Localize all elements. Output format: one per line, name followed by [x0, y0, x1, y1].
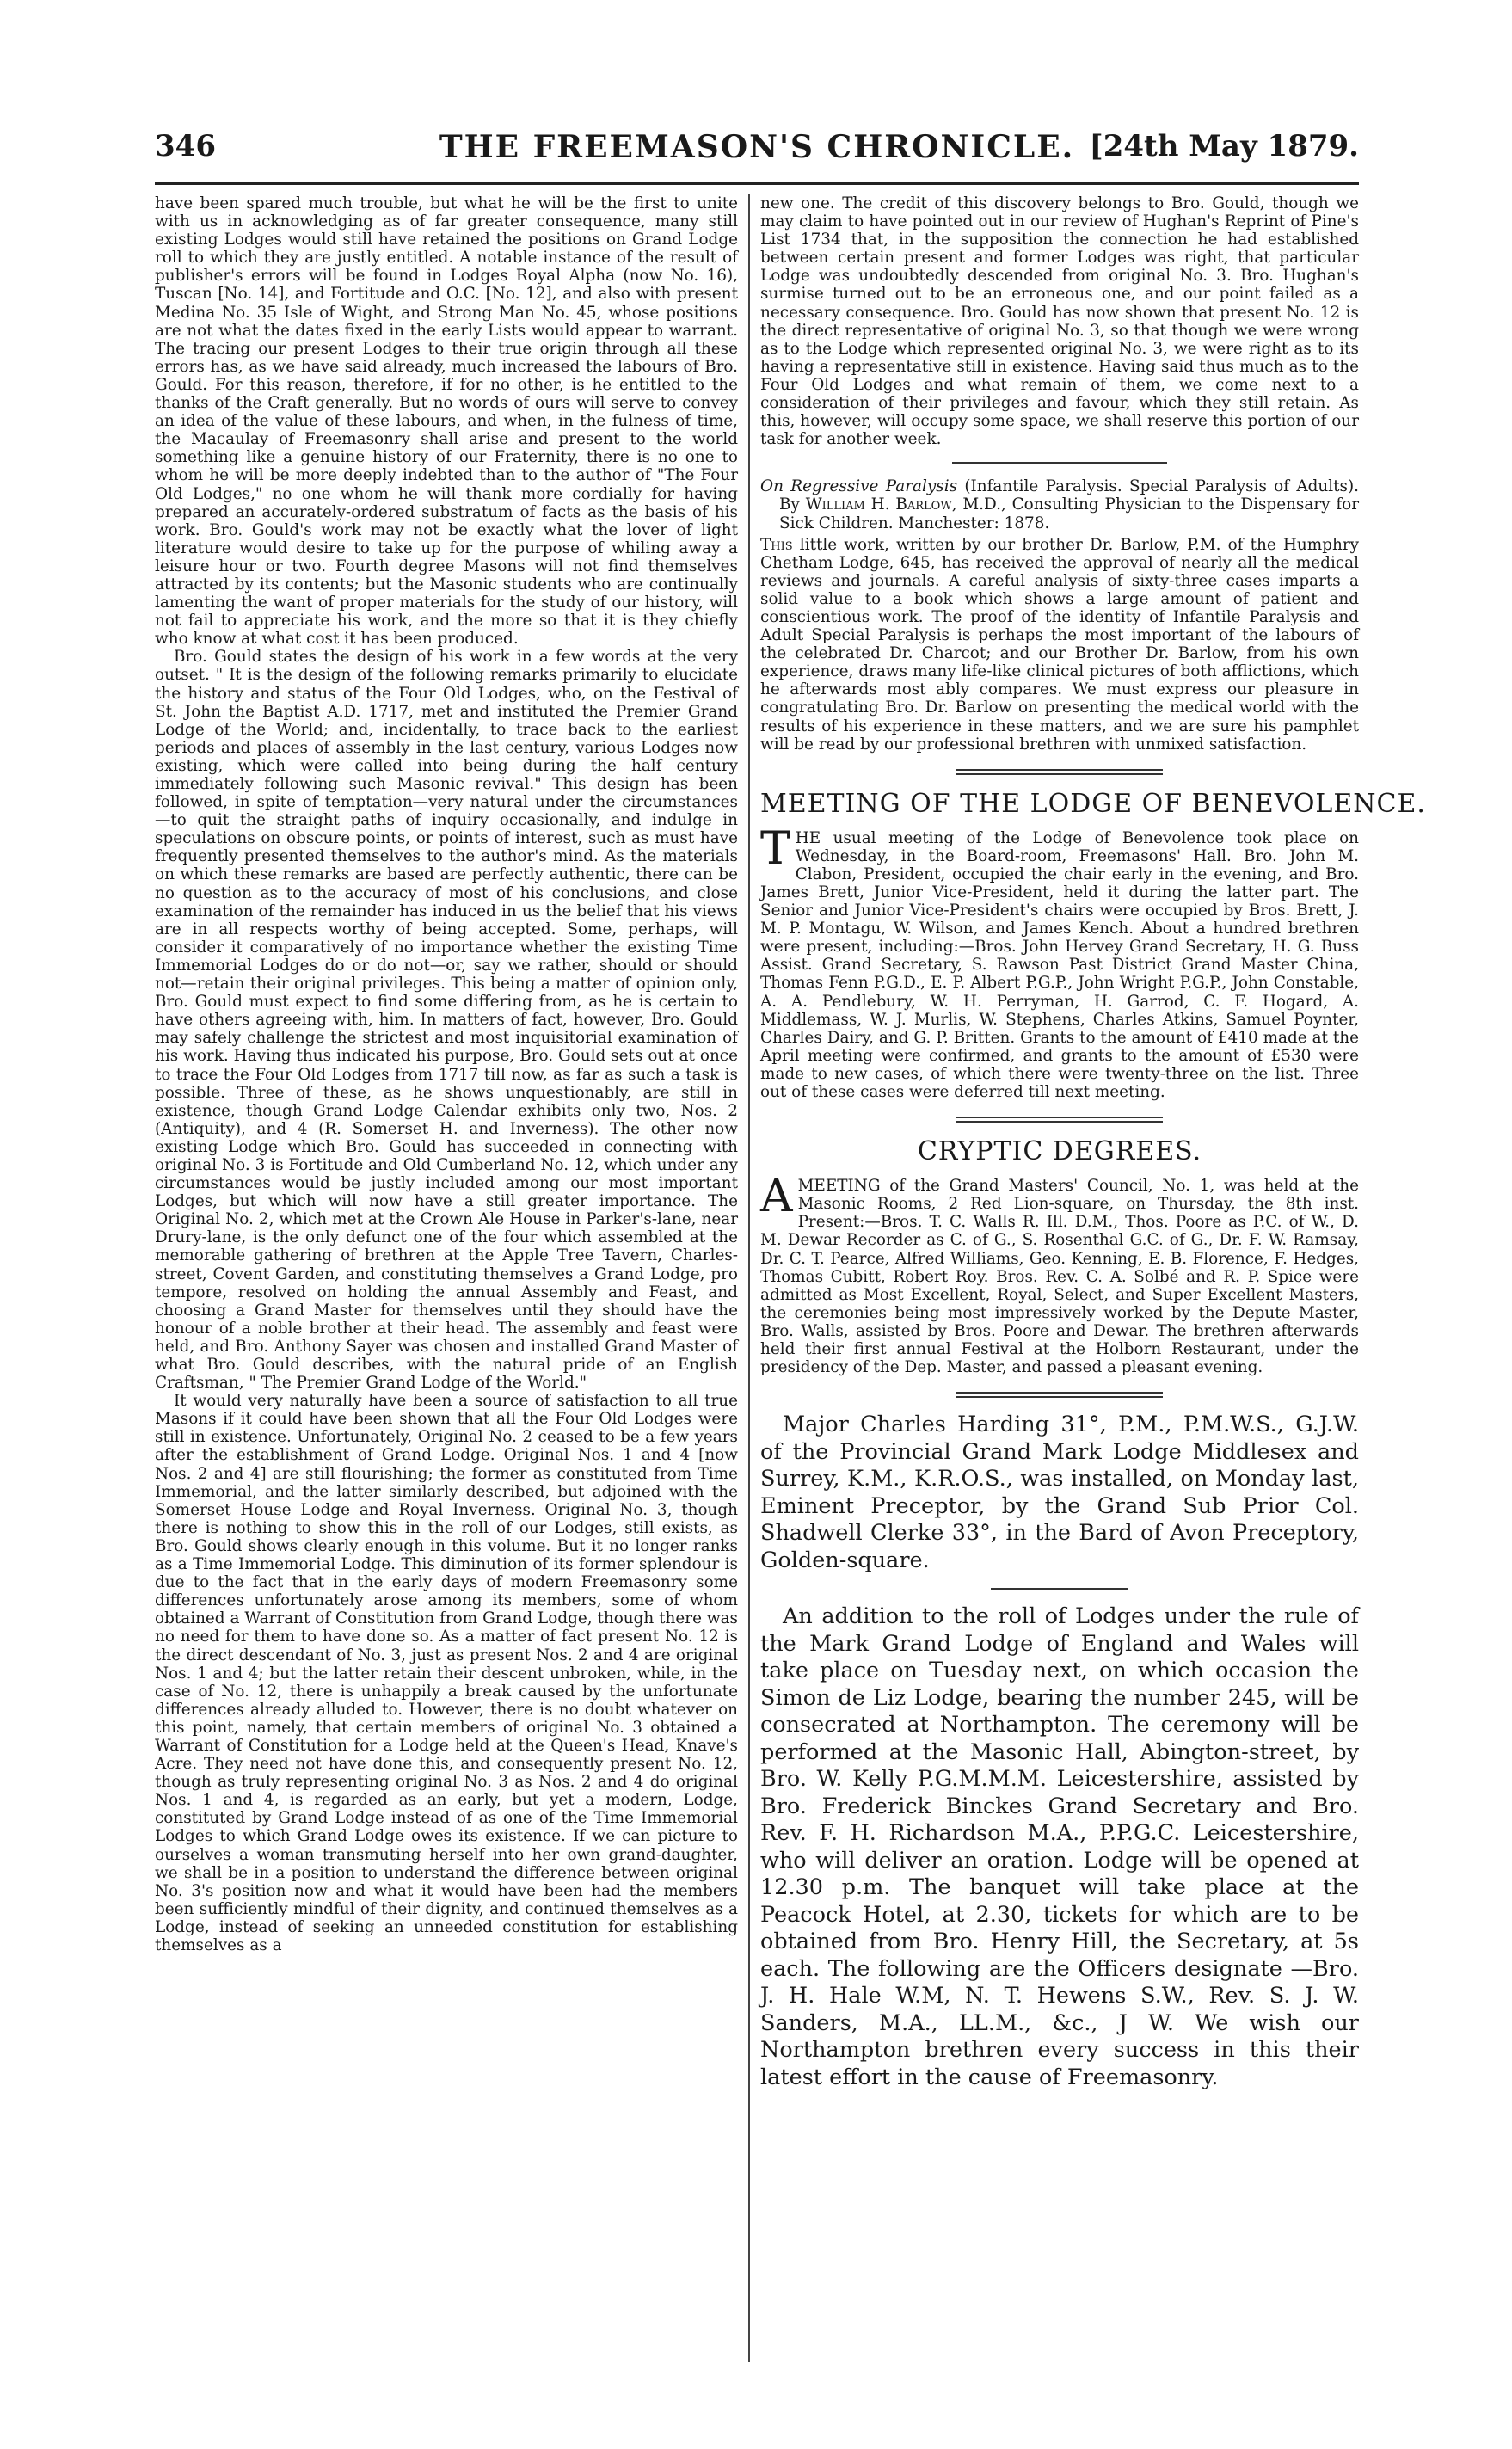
left-column — [155, 194, 738, 1954]
benevolence-heading: MEETING OF THE LODGE OF BENEVOLENCE. — [760, 788, 1426, 819]
book-review-heading — [760, 477, 1359, 532]
book-author: William H. Barlow — [805, 495, 952, 514]
notice-paragraph: Major Charles Harding 31°, P.M., P.M.W.S., G.J.W. of the Provincial Grand Mark Lodge Middlesex and Surrey, K.M., K.R.O.S., was installed, on Monday last, Eminent Preceptor, by the Grand Sub Prior Col. Shadwell Clerke 33°, in the Bard of Avon Preceptory, Golden-square. — [760, 1412, 1359, 1573]
section-double-rule — [956, 1392, 1163, 1398]
publication-title: THE FREEMASON'S CHRONICLE. — [439, 129, 1075, 165]
cryptic-report — [760, 1171, 1359, 1377]
column-divider — [748, 194, 750, 2362]
benevolence-report — [760, 822, 1359, 1102]
review-opening-word: This — [760, 535, 793, 554]
cryptic-text: MEETING of the Grand Masters' Council, No. 1, was held at the Masonic Rooms, 2 Red Lion-square, on Thursday, the 8th inst. Present:—Bros. T. C. Walls R. Ill. D.M., Thos. Poore as P.C. of W., D. M. Dewar Recorder as C. of G., S. Rosenthal G.C. of G., Dr. F. W. Ramsay, Dr. C. T. Pearce, Alfred Williams, Geo. Kenning, E. B. Florence, F. Hedges, Thomas Cubitt, Robert Roy. Bros. Rev. C. A. Solbé and R. P. Spice were admitted as Most Excellent, Royal, Select, and Super Excellent Masters, the ceremonies being most impressively worked by the Depute Master, Bro. Walls, assisted by Bros. Poore and Dewar. The brethren afterwards held their first annual Festival at the Holborn Restaurant, under the presidency of the Dep. Master, and passed a pleasant evening. — [760, 1177, 1359, 1377]
section-rule — [952, 462, 1167, 464]
issue-date: [24th May 1879. — [1089, 129, 1359, 163]
drop-cap: T — [760, 822, 790, 875]
article-paragraph: Bro. Gould states the design of his work in a few words at the very outset. " It is the design of the following remarks primarily to elucidate the history and status of the Four Old Lodges, who, on the Festival of St. John the Baptist A.D. 1717, met and instituted the Premier Grand Lodge of the World; and, incidentally, to trace back to the earliest periods and places of assembly in the last century, various Lodges now existing, which were called into being during the half century immediately following such Masonic revival." This design has been followed, in spite of temptation—very natural under the circumstances—to quit the straight paths of inquiry occasionally, and indulge in speculations on obscure points, or points of interest, such as must have frequently presented themselves to the author's mind. As the materials on which these remarks are based are perfectly authentic, there can be no question as to the accuracy of most of his conclusions, and close examination of the remainder has induced in us the belief that his views are in all respects worthy of being accepted. Some, perhaps, will consider it comparatively of no importance whether the existing Time Immemorial Lodges do or do not—or, say we rather, should or should not—retain their original privileges. This being a matter of opinion only, Bro. Gould must expect to find some differing from, as he is certain to have others agreeing with, him. In matters of fact, however, Bro. Gould may safely challenge the strictest and most inquisitorial examination of his work. Having thus indicated his purpose, Bro. Gould sets out at once to trace the Four Old Lodges from 1717 till now, as far as such a task is possible. Three of these, as he shows unquestionably, are still in existence, though Grand Lodge Calendar exhibits only two, Nos. 2 (Antiquity), and 4 (R. Somerset H. and Inverness). The other now existing Lodge which Bro. Gould has succeeded in connecting with original No. 3 is Fortitude and Old Cumberland No. 12, which under any circumstances would be justly included among our most important Lodges, but which will now have a still greater importance. The Original No. 2, which met at the Crown Ale House in Parker's-lane, near Drury-lane, is the only defunct one of the four which assembled at the memorable gathering of brethren at the Apple Tree Tavern, Charles-street, Covent Garden, and constituting themselves a Grand Lodge, pro tempore, resolved on holding the annual Assembly and Feast, and choosing a Grand Master for themselves until they should have the honour of a noble brother at their head. The assembly and feast were held, and Bro. Anthony Sayer was chosen and installed Grand Master of what Bro. Gould describes, with the natural pride of an English Craftsman, " The Premier Grand Lodge of the World." — [155, 648, 738, 1393]
article-paragraph: It would very naturally have been a source of satisfaction to all true Masons if it could have been shown that all the Four Old Lodges were still in existence. Unfortunately, Original No. 2 ceased to be a few years after the establishment of Grand Lodge. Original Nos. 1 and 4 [now Nos. 2 and 4] are still flourishing; the former as constituted from Time Immemorial, and the latter similarly described, but adjoined with the Somerset House Lodge and Royal Inverness. Original No. 3, though there is nothing to show this in the roll of our Lodges, still exists, as Bro. Gould shows clearly enough in this volume. But it no longer ranks as a Time Immemorial Lodge. This diminution of its former splendour is due to the fact that in the early days of modern Freemasonry some differences unfortunately arose among its members, some of whom obtained a Warrant of Constitution from Grand Lodge, though there was no need for them to have done so. As a matter of fact present No. 12 is the direct descendant of No. 3, just as present Nos. 2 and 4 are original Nos. 1 and 4; but the latter retain their descent unbroken, while, in the case of No. 12, there is unhappily a break caused by the unfortunate differences already alluded to. However, there is no doubt whatever on this point, namely, that certain members of original No. 3 obtained a Warrant of Constitution for a Lodge held at the Queen's Head, Knave's Acre. They need not have done this, and consequently present No. 12, though as truly representing original No. 3 as Nos. 2 and 4 do original Nos. 1 and 4, is regarded as an early, but yet a modern, Lodge, constituted by Grand Lodge instead of as one of the Time Immemorial Lodges to which Grand Lodge owes its existence. If we can picture to ourselves a woman transmuting herself into her own grand-daughter, we shall be in a position to understand the difference between original No. 3's position now and what it would have been had the members been sufficiently mindful of their dignity, and continued themselves as a Lodge, instead of seeking an unneeded constitution for establishing themselves as a — [155, 1392, 738, 1954]
page-number: 346 — [155, 129, 216, 163]
article-four-old-lodges — [155, 194, 738, 1954]
book-title: On Regressive Paralysis — [760, 477, 958, 496]
masthead — [155, 129, 1359, 174]
article-continuation: new one. The credit of this discovery belongs to Bro. Gould, though we may claim to have pointed out in our review of Hughan's Reprint of Pine's List 1734 that, in the supposition the connection he had established between certain present and former Lodges was right, that particular Lodge was undoubtedly descended from original No. 3. Bro. Hughan's surmise turned out to be an erroneous one, and our point failed as a necessary consequence. Bro. Gould has now shown that present No. 12 is the direct representative of original No. 3, so that though we were wrong as to the Lodge which represented original No. 3, we were right as to its having a representative still in existence. Having said thus much as to the Four Old Lodges and what remain of them, we come next to a consideration of their privileges and favour, which they still retain. As this, however, will occupy some space, we shall reserve this portion of our task for another week. — [760, 194, 1359, 449]
section-double-rule — [956, 1117, 1163, 1123]
notice-simon-de-liz — [760, 1603, 1359, 2091]
header-rule — [155, 182, 1359, 185]
article-paragraph: have been spared much trouble, but what he will be the first to unite with us in acknowledging as of far greater consequence, many still existing Lodges would still have retained the positions on Grand Lodge roll to which they are justly entitled. A notable instance of the result of publisher's errors will be found in Lodges Royal Alpha (now No. 16), Tuscan [No. 14], and Fortitude and O.C. [No. 12], and also with present Medina No. 35 Isle of Wight, and Strong Man No. 45, whose positions are not what the dates fixed in the early Lists would appear to warrant. The tracing our present Lodges to their true origin through all these errors has, as we have said already, much increased the labours of Bro. Gould. For this reason, therefore, if for no other, is he entitled to the thanks of the Craft generally. But no words of ours will serve to convey an idea of the value of these labours, and when, in the fulness of time, the Macaulay of Freemasonry shall arise and present to the world something like a genuine history of our Fraternity, there is no one to whom he will be more deeply indebted than to the author of "The Four Old Lodges," no one whom he will thank more cordially for having prepared an accurately-ordered substratum of facts as the basis of his work. Bro. Gould's work may not be exactly what the lover of light literature would desire to take up for the purpose of whiling away a leisure hour or two. Fourth degree Masons will not find themselves attracted by its contents; but the Masonic students who are continually lamenting the want of proper materials for the study of our history, will not fail to appreciate his work, and the more so that it is they chiefly who know at what cost it has been produced. — [155, 194, 738, 649]
section-double-rule — [956, 769, 1163, 775]
right-column — [760, 194, 1426, 2091]
cryptic-heading: CRYPTIC DEGREES. — [917, 1136, 1202, 1167]
book-publication-info: , M.D., Consulting Physician to the Dispensary for Sick Children. Manchester: 1878. — [779, 495, 1359, 532]
book-review-body — [760, 536, 1359, 754]
notice-harding — [760, 1412, 1359, 1574]
review-text: little work, written by our brother Dr. Barlow, P.M. of the Humphry Chetham Lodge, 645, has received the approval of nearly all the medical reviews and journals. A careful analysis of sixty-three cases imparts a solid value to a book which shows a large amount of patient and conscientious work. The proof of the identity of Infantile Paralysis and Adult Special Paralysis is perhaps the most important of the labours of the celebrated Dr. Charcot; and our Brother Dr. Barlow, from his own experience, draws many life-like clinical pictures of both afflictions, which he afterwards most ably compares. We must express our pleasure in congratulating Bro. Dr. Barlow on presenting the medical world with the results of his experience in these matters, and we are sure his pamphlet will be read by our professional brethren with unmixed satisfaction. — [760, 535, 1359, 754]
drop-cap: A — [760, 1171, 793, 1223]
book-subtitle: (Infantile Paralysis. Special Paralysis of Adults). By — [779, 477, 1359, 514]
benevolence-text: HE usual meeting of the Lodge of Benevolence took place on Wednesday, in the Board-room, Freemasons' Hall. Bro. John M. Clabon, President, occupied the chair early in the evening, and Bro. James Brett, Junior Vice-President, held it during the latter part. The Senior and Junior Vice-President's chairs were occupied by Bros. Brett, J. M. P. Montagu, W. Wilson, and James Kench. About a hundred brethren were present, including:—Bros. John Hervey Grand Secretary, H. G. Buss Assist. Grand Secretary, S. Rawson Past District Grand Master China, Thomas Fenn P.G.D., E. P. Albert P.G.P., John Wright P.G.P., John Constable, A. A. Pendlebury, W. H. Perryman, H. Garrod, C. F. Hogard, A. Middlemass, W. J. Murlis, W. Stephens, Charles Atkins, Samuel Poynter, Charles Dairy, and G. P. Britten. Grants to the amount of £410 made at the April meeting were confirmed, and grants to the amount of £530 were made to new cases, of which there were twenty-three on the list. Three out of these cases were deferred till next meeting. — [760, 828, 1359, 1102]
section-rule — [991, 1588, 1128, 1590]
notice-paragraph: An addition to the roll of Lodges under the rule of the Mark Grand Lodge of England and Wales will take place on Tuesday next, on which occasion the Simon de Liz Lodge, bearing the number 245, will be consecrated at Northampton. The ceremony will be performed at the Masonic Hall, Abington-street, by Bro. W. Kelly P.G.M.M.M. Leicestershire, assisted by Bro. Frederick Binckes Grand Secretary and Bro. Rev. F. H. Richardson M.A., P.P.G.C. Leicestershire, who will deliver an oration. Lodge will be opened at 12.30 p.m. The banquet will take place at the Peacock Hotel, at 2.30, tickets for which are to be obtained from Bro. Henry Hill, the Secretary, at 5s each. The following are the Officers designate —Bro. J. H. Hale W.M, N. T. Hewens S.W., Rev. S. J. W. Sanders, M.A., LL.M., &c., J W. We wish our Northampton brethren every success in this their latest effort in the cause of Freemasonry. — [760, 1603, 1359, 2090]
